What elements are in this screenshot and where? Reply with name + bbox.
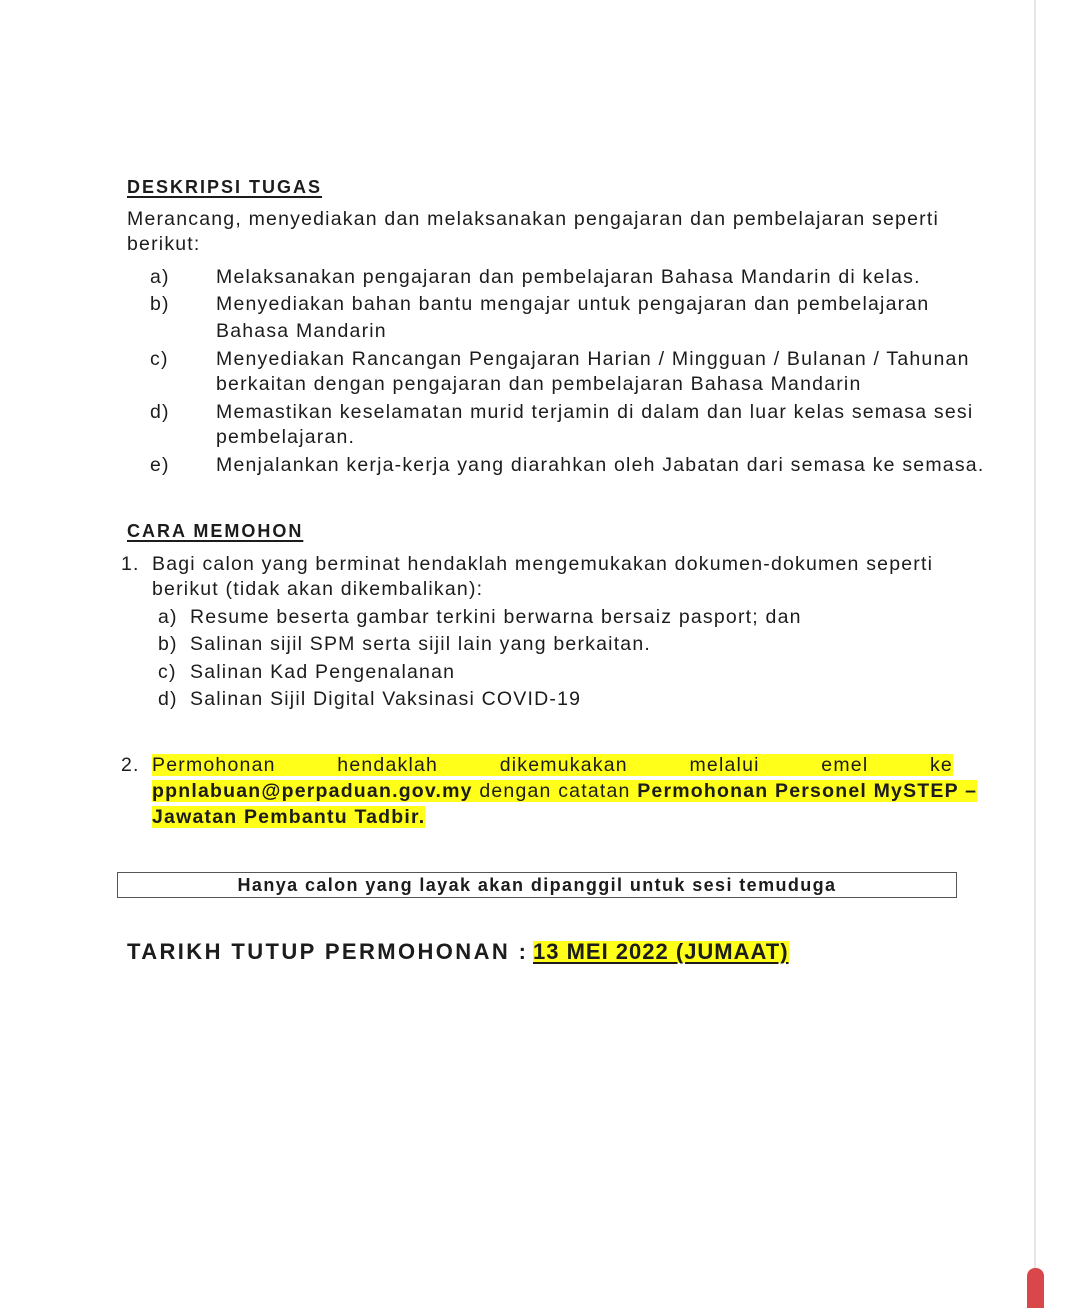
list-marker: b) — [150, 293, 170, 315]
word: hendaklah — [337, 754, 439, 776]
list-item: Memastikan keselamatan murid terjamin di dalam dan luar kelas semasa sesi — [216, 401, 974, 423]
word: ke — [929, 754, 953, 776]
step2-line2 — [152, 780, 977, 802]
notice-box — [117, 872, 957, 898]
page-edge-line — [1034, 0, 1036, 1270]
list-marker: d) — [150, 401, 170, 423]
sub-marker: b) — [158, 633, 178, 655]
notice-text: Hanya calon yang layak akan dipanggil untuk sesi temuduga — [237, 875, 837, 895]
closing-label: TARIKH TUTUP PERMOHONAN : — [127, 939, 529, 964]
email-address[interactable]: ppnlabuan@perpaduan.gov.my — [152, 780, 473, 802]
closing-date: 13 MEI 2022 (JUMAAT) — [533, 939, 789, 964]
list-item: Menjalankan kerja-kerja yang diarahkan oleh Jabatan dari semasa ke semasa. — [216, 454, 985, 476]
word: Permohonan — [152, 754, 276, 776]
sub-item: Salinan sijil SPM serta sijil lain yang berkaitan. — [190, 633, 652, 655]
step-marker: 2. — [121, 754, 140, 776]
step2-line1-highlighted — [152, 754, 953, 776]
list-item: Menyediakan bahan bantu mengajar untuk pengajaran dan pembelajaran — [216, 293, 930, 315]
mid-text: dengan catatan — [472, 780, 638, 802]
list-item: Menyediakan Rancangan Pengajaran Harian / Mingguan / Bulanan / Tahunan — [216, 348, 970, 370]
scroll-handle[interactable] — [1027, 1268, 1044, 1308]
list-marker: a) — [150, 266, 170, 288]
sub-item: Resume beserta gambar terkini berwarna bersaiz pasport; dan — [190, 606, 802, 628]
list-item-cont: pembelajaran. — [216, 426, 356, 448]
sub-item: Salinan Kad Pengenalanan — [190, 661, 456, 683]
step-marker: 1. — [121, 553, 140, 575]
word: emel — [821, 754, 869, 776]
word: melalui — [689, 754, 760, 776]
section-heading-cara: CARA MEMOHON — [127, 521, 304, 541]
subject-text-cont: Jawatan Pembantu Tadbir. — [152, 806, 426, 828]
intro-text: Merancang, menyediakan dan melaksanakan pengajaran dan pembelajaran seperti — [127, 208, 939, 230]
list-marker: e) — [150, 454, 170, 476]
list-item: Melaksanakan pengajaran dan pembelajaran Bahasa Mandarin di kelas. — [216, 266, 921, 288]
intro-text-cont: berikut: — [127, 233, 201, 255]
sub-marker: c) — [158, 661, 177, 683]
list-item-cont: Bahasa Mandarin — [216, 320, 387, 342]
sub-marker: d) — [158, 688, 178, 710]
step-text: Bagi calon yang berminat hendaklah mengemukakan dokumen-dokumen seperti — [152, 553, 934, 575]
step-text-cont: berikut (tidak akan dikembalikan): — [152, 578, 484, 600]
subject-text: Permohonan Personel MySTEP – — [637, 780, 978, 802]
list-item-cont: berkaitan dengan pengajaran dan pembelajaran Bahasa Mandarin — [216, 373, 862, 395]
section-heading-deskripsi: DESKRIPSI TUGAS — [127, 177, 323, 197]
sub-marker: a) — [158, 606, 178, 628]
sub-item: Salinan Sijil Digital Vaksinasi COVID-19 — [190, 688, 582, 710]
word: dikemukakan — [499, 754, 628, 776]
list-marker: c) — [150, 348, 169, 370]
